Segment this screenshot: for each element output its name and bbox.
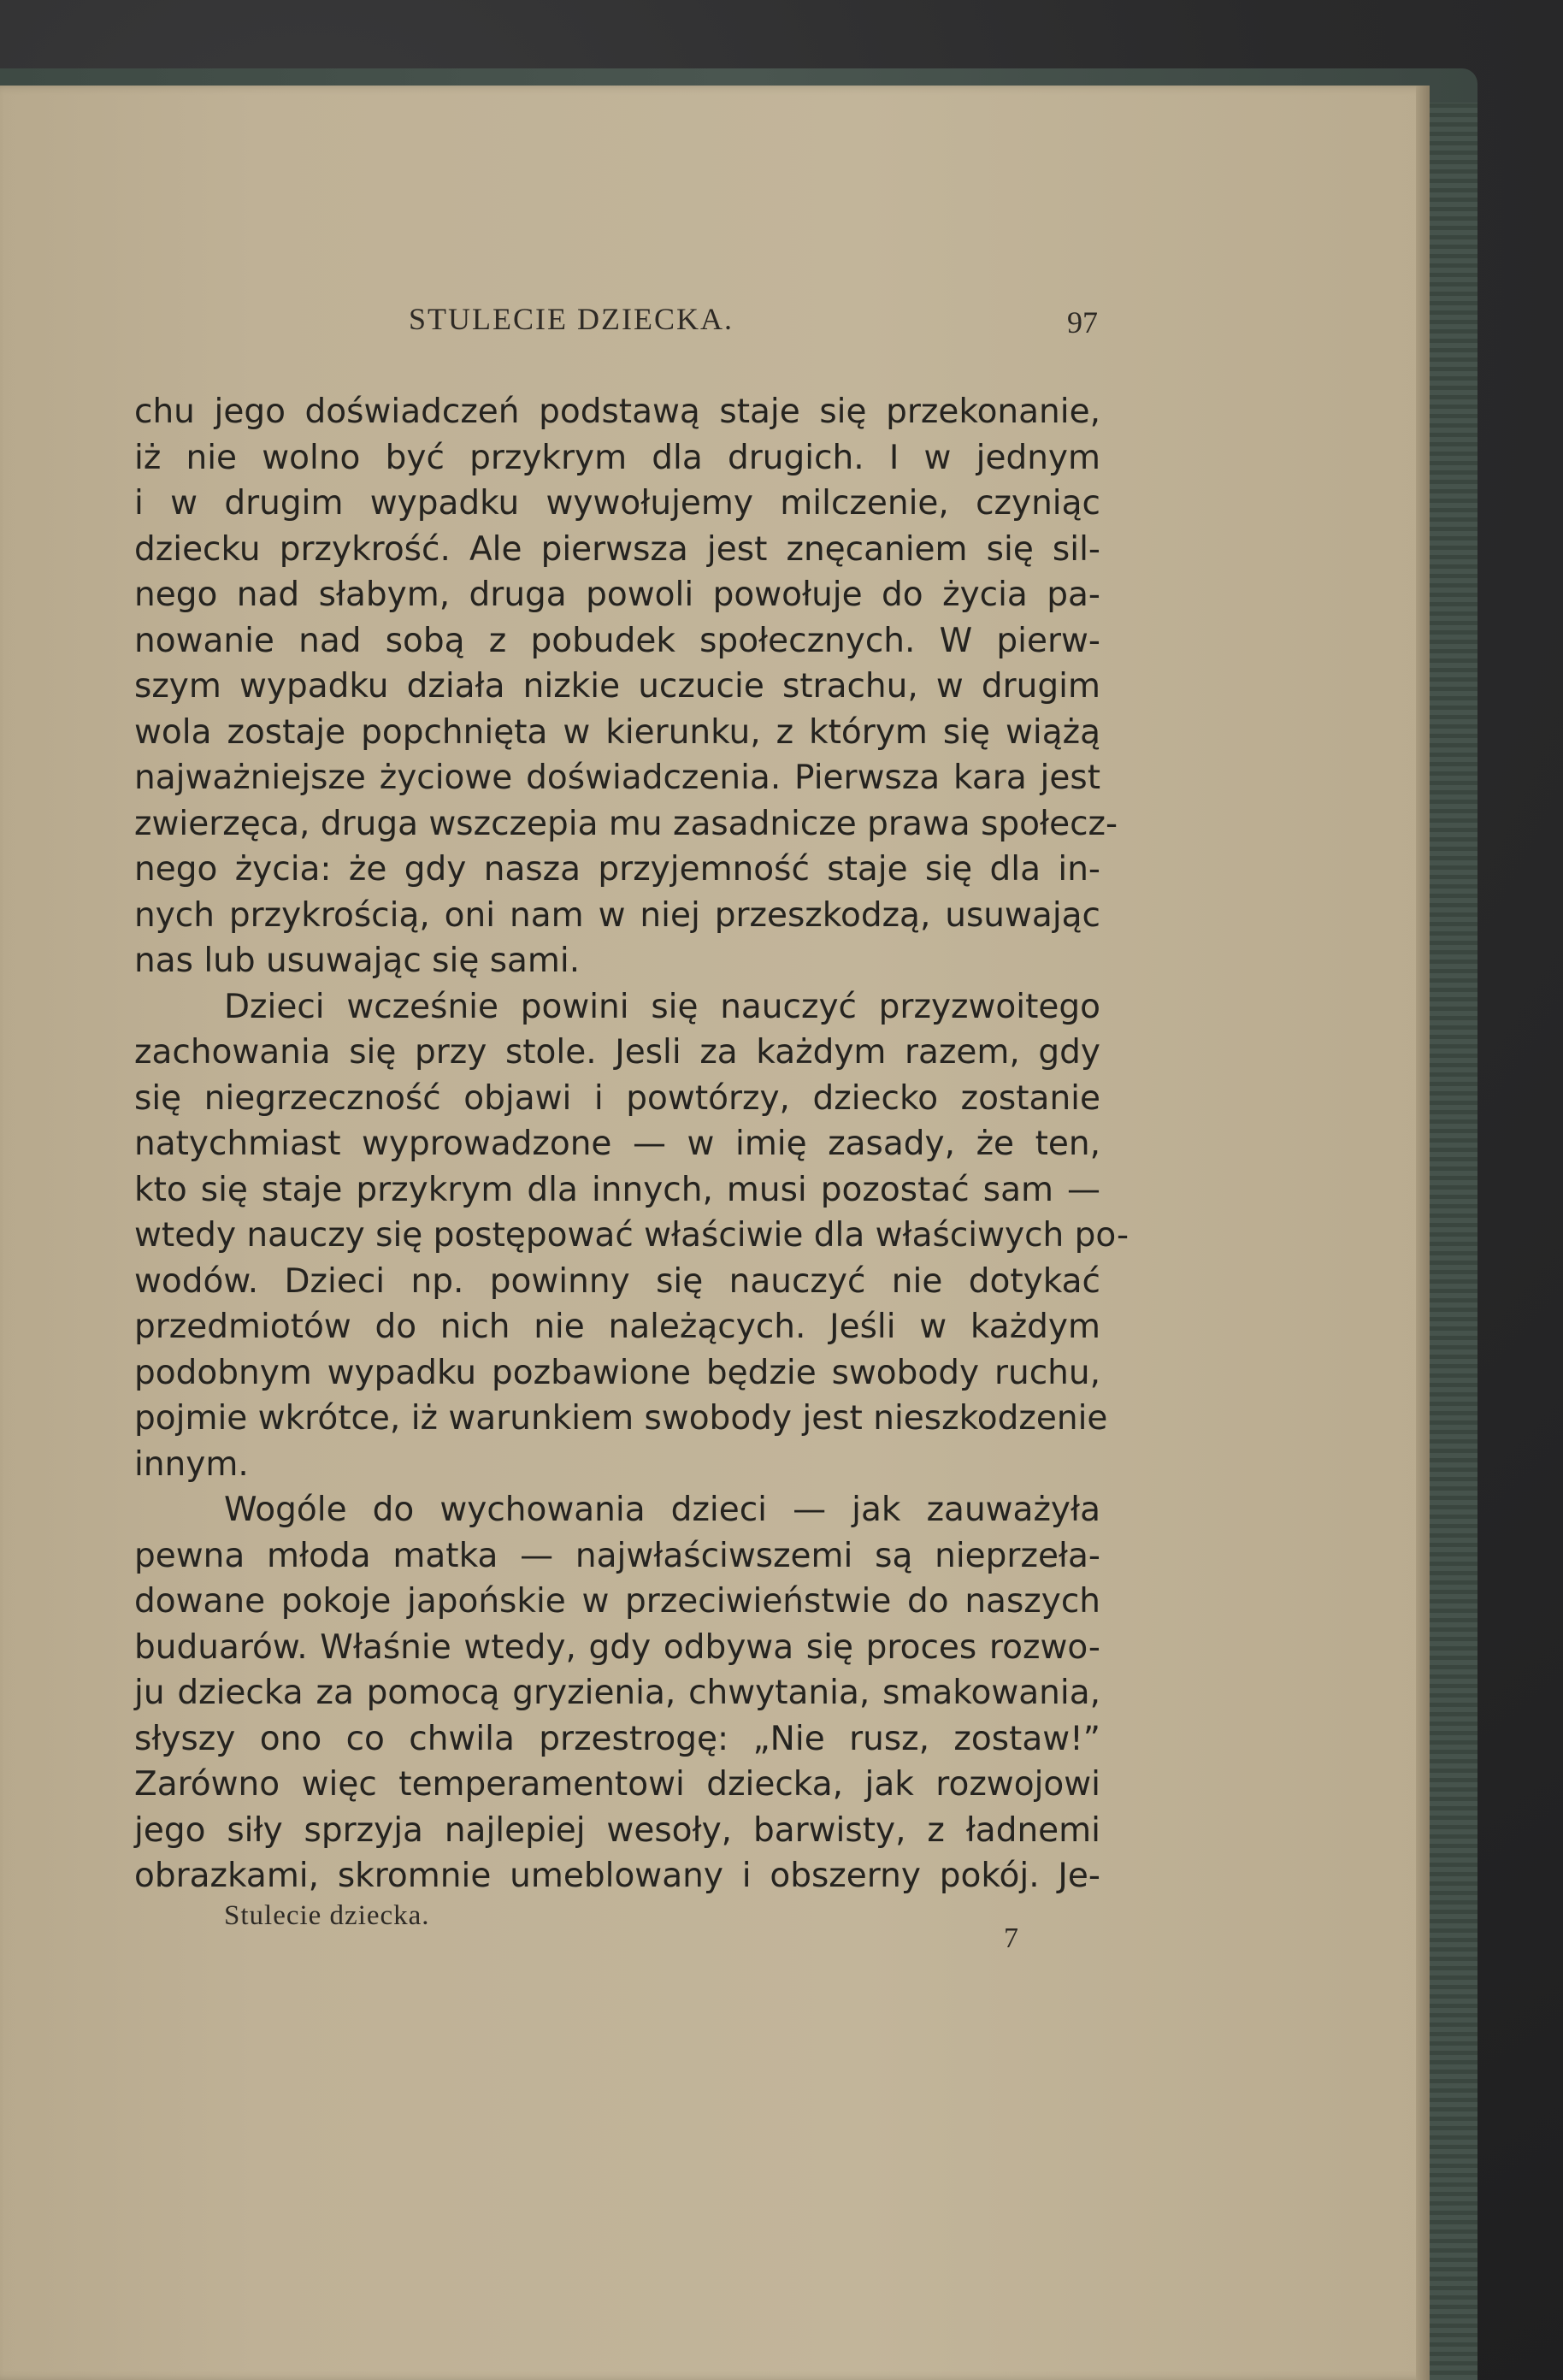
text-line: nowanie nad sobą z pobudek społecznych. W pierw- <box>134 621 1100 660</box>
text-line: podobnym wypadku pozbawione będzie swobody ruchu, <box>134 1353 1100 1392</box>
text-line: dziecku przykrość. Ale pierwsza jest znęcaniem się sil- <box>134 529 1100 569</box>
text-line: jego siły sprzyja najlepiej wesoły, barwisty, z ładnemi <box>134 1810 1100 1850</box>
page-footer <box>0 1900 1563 1969</box>
paragraph-end-line: nas lub usuwając się sami. <box>134 942 581 980</box>
text-line: się niegrzeczność objawi i powtórzy, dziecko zostanie <box>134 1078 1100 1118</box>
text-line: Zarówno więc temperamentowi dziecka, jak rozwojowi <box>134 1765 1100 1804</box>
text-line: przedmiotów do nich nie należących. Jeśli w każdym <box>134 1308 1100 1346</box>
running-title: STULECIE DZIECKA. <box>409 302 734 336</box>
text-line: obrazkami, skromnie umeblowany i obszerny pokój. Je- <box>134 1857 1100 1895</box>
paragraph-first-line: Wogóle do wychowania dzieci — jak zauważyła <box>224 1491 1100 1529</box>
paragraph-first-line: Dzieci wcześnie powini się nauczyć przyzwoitego <box>224 987 1100 1026</box>
text-line: wtedy nauczy się postępować właściwie dla właściwych po- <box>134 1216 1129 1255</box>
text-line: iż nie wolno być przykrym dla drugich. I w jednym <box>134 438 1100 477</box>
text-line: zwierzęca, druga wszczepia mu zasadnicze prawa społecz- <box>134 804 1118 843</box>
page-number: 97 <box>1067 305 1098 340</box>
text-line: kto się staje przykrym dla innych, musi pozostać sam — <box>134 1170 1100 1209</box>
body-text <box>134 389 1129 1899</box>
text-line: nego życia: że gdy nasza przyjemność staje się dla in- <box>134 850 1100 889</box>
text-line: słyszy ono co chwila przestrogę: „Nie rusz, zostaw!” <box>134 1719 1100 1758</box>
text-line: szym wypadku działa nizkie uczucie strachu, w drugim <box>134 667 1100 706</box>
page-edge <box>1416 86 1430 2380</box>
running-head <box>0 301 1563 352</box>
text-line: dowane pokoje japońskie w przeciwieństwie do naszych <box>134 1582 1100 1621</box>
text-line: zachowania się przy stole. Jesli za każdym razem, gdy <box>134 1033 1100 1072</box>
text-line: buduarów. Właśnie wtedy, gdy odbywa się proces rozwo- <box>134 1627 1100 1667</box>
signature-mark: Stulecie dziecka. <box>224 1900 430 1931</box>
text-line: natychmiast wyprowadzone — w imię zasady, że ten, <box>134 1125 1100 1163</box>
sheet-number: 7 <box>1004 1922 1018 1954</box>
text-line: pewna młoda matka — najwłaściwszemi są nieprzeła- <box>134 1536 1100 1575</box>
text-line: wola zostaje popchnięta w kierunku, z którym się wiążą <box>134 712 1100 752</box>
text-line: wodów. Dzieci np. powinny się nauczyć nie dotykać <box>134 1261 1100 1301</box>
paragraph-end-line: innym. <box>134 1444 249 1484</box>
text-line: chu jego doświadczeń podstawą staje się przekonanie, <box>134 393 1100 431</box>
text-line: i w drugim wypadku wywołujemy milczenie, czyniąc <box>134 484 1100 523</box>
text-line: pojmie wkrótce, iż warunkiem swobody jest nieszkodzenie <box>134 1399 1108 1438</box>
text-line: nych przykrością, oni nam w niej przeszkodzą, usuwając <box>134 895 1100 935</box>
text-line: nego nad słabym, druga powoli powołuje do życia pa- <box>134 576 1100 614</box>
text-line: najważniejsze życiowe doświadczenia. Pierwsza kara jest <box>134 759 1100 797</box>
text-line: ju dziecka za pomocą gryzienia, chwytania, smakowania, <box>134 1674 1100 1712</box>
